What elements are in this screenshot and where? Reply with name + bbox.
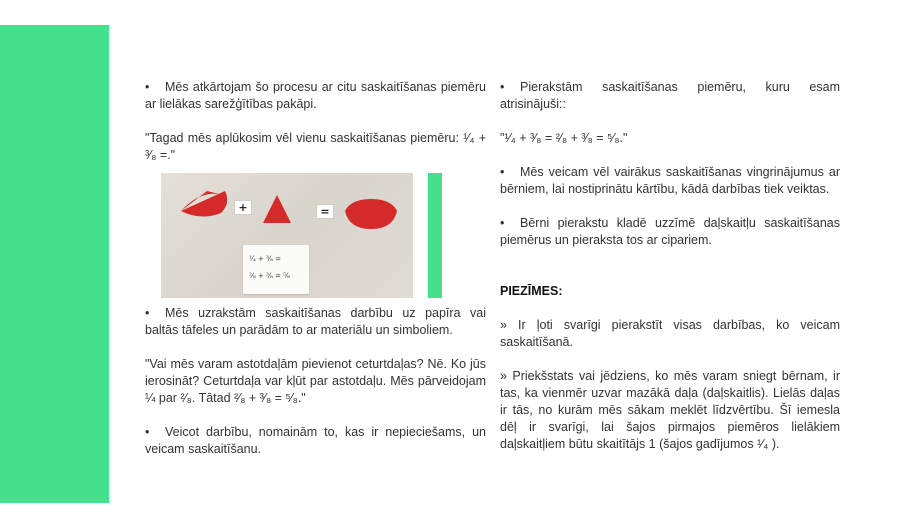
right-column — [500, 79, 840, 453]
left-bullet-3: • Veicot darbību, nomainām to, kas ir nepieciešams, un veicam saskaitīšanu. — [145, 424, 486, 458]
left-quote-1: "Tagad mēs aplūkosim vēl vienu saskaitīšanas piemēru: ¹⁄₄ + ³⁄₈ =." — [145, 131, 486, 162]
fraction-materials-photo — [161, 173, 413, 298]
left-bullet-1: • Mēs atkārtojam šo procesu ar citu saskaitīšanas piemēru ar lielākas sarežģītības pakāpi. — [145, 79, 486, 113]
equals-card: = — [316, 204, 334, 219]
notes-heading: PIEZĪMES: — [500, 284, 563, 298]
decorative-green-accent — [428, 173, 442, 298]
right-equation: "¹⁄₄ + ³⁄₈ = ²⁄₈ + ³⁄₈ = ⁵⁄₈." — [500, 131, 628, 145]
note-2: » Priekšstats vai jēdziens, ko mēs varam sniegt bērnam, ir tas, ka vienmēr uzvar mazākā daļa (daļskaitlis). Lielās daļas ir tās, no kurām mēs sākam meklēt līdzvērtību. Šī iemesla dēļ ir svarīgi, lai šajos pirmajos piemēros lielākiem daļskaitļiem būtu skaitītājs 1 (šajos gadījumos ¹⁄₄ ). — [500, 369, 840, 451]
equation-line-2: ²⁄₈ + ³⁄₈ = ⁵⁄₈ — [249, 272, 290, 280]
plus-card: + — [234, 200, 252, 215]
left-bullet-2: • Mēs uzrakstām saskaitīšanas darbību uz papīra vai baltās tāfeles un parādām to ar materiālu un simboliem. — [145, 305, 486, 339]
right-bullet-2: • Mēs veicam vēl vairākus saskaitīšanas vingrinājumus ar bērniem, lai nostiprinātu kārtību, kādā darbības tiek veiktas. — [500, 164, 840, 198]
right-bullet-1: • Pierakstām saskaitīšanas piemēru, kuru esam atrisinājuši:: — [500, 79, 840, 113]
right-bullet-3: • Bērni pierakstu kladē uzzīmē daļskaitļu saskaitīšanas piemērus un pieraksta tos ar cipariem. — [500, 215, 840, 249]
written-equation-paper — [243, 245, 309, 294]
note-1: » Ir ļoti svarīgi pierakstīt visas darbības, ko veicam saskaitīšanā. — [500, 318, 840, 349]
equation-line-1: ¹⁄₄ + ³⁄₈ = — [249, 255, 281, 263]
fraction-pieces-drawing — [161, 173, 413, 243]
five-eighths-fraction-piece — [345, 199, 397, 229]
eighth-fraction-piece — [263, 195, 291, 223]
left-quote-2: "Vai mēs varam astotdaļām pievienot ceturtdaļas? Nē. Ko jūs ierosināt? Ceturtdaļa var kļūt par astotdaļu. Mēs pārveidojam ¼ par ²⁄₈. Tātad ²⁄₈ + ³⁄₈ = ⁵⁄₈." — [145, 357, 486, 405]
decorative-green-bar — [0, 25, 109, 503]
